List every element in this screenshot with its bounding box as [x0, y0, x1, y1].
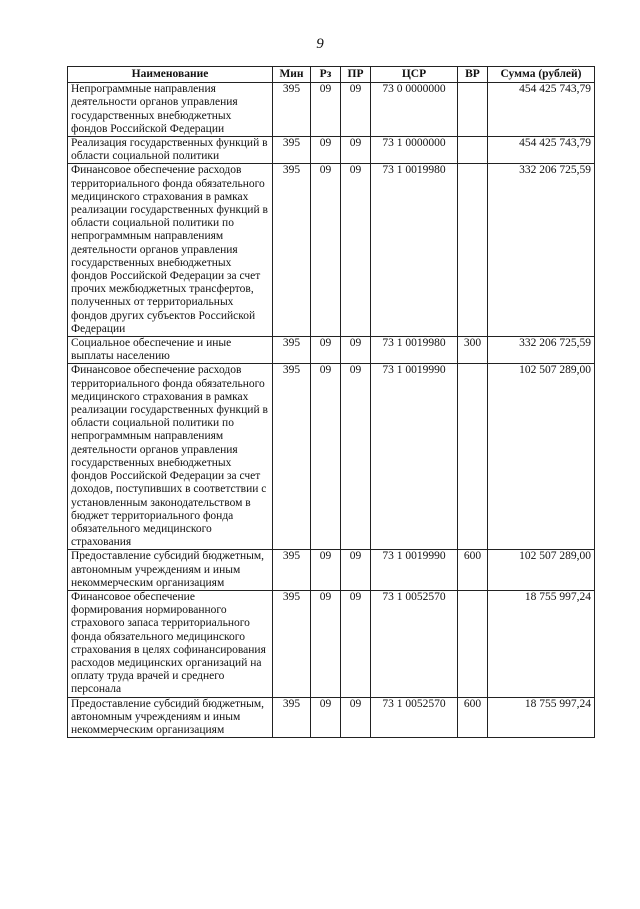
cell-sum: 102 507 289,00	[488, 550, 595, 591]
cell-vr: 600	[458, 697, 488, 738]
cell-rz: 09	[311, 590, 341, 697]
page-number: 9	[316, 36, 324, 52]
cell-min: 395	[273, 590, 311, 697]
cell-vr	[458, 137, 488, 164]
cell-rz: 09	[311, 550, 341, 591]
header-vr: ВР	[458, 67, 488, 83]
cell-csr: 73 1 0000000	[371, 137, 458, 164]
cell-csr: 73 1 0019980	[371, 337, 458, 364]
cell-rz: 09	[311, 164, 341, 337]
cell-name: Финансовое обеспечение расходов территориального фонда обязательного медицинского страхования в рамках реализации государственных функций в области социальной политики по непрограммным направлениям деятельности органов управления государственных внебюджетных фондов Российской Федерации за счет доходов, поступивших в соответствии с установленным законодательством в бюджет территориального фонда обязательного медицинского страхования	[68, 364, 273, 550]
cell-vr	[458, 83, 488, 137]
cell-min: 395	[273, 83, 311, 137]
cell-vr	[458, 590, 488, 697]
table-row	[68, 164, 595, 337]
cell-csr: 73 1 0019980	[371, 164, 458, 337]
table-row	[68, 337, 595, 364]
cell-sum: 332 206 725,59	[488, 164, 595, 337]
cell-vr	[458, 364, 488, 550]
cell-name: Реализация государственных функций в области социальной политики	[68, 137, 273, 164]
cell-rz: 09	[311, 697, 341, 738]
cell-pr: 09	[341, 337, 371, 364]
cell-min: 395	[273, 697, 311, 738]
cell-csr: 73 1 0052570	[371, 590, 458, 697]
cell-sum: 18 755 997,24	[488, 697, 595, 738]
header-sum: Сумма (рублей)	[488, 67, 595, 83]
cell-name: Непрограммные направления деятельности органов управления государственных внебюджетных фондов Российской Федерации	[68, 83, 273, 137]
cell-vr	[458, 164, 488, 337]
cell-csr: 73 1 0019990	[371, 550, 458, 591]
cell-vr: 300	[458, 337, 488, 364]
header-min: Мин	[273, 67, 311, 83]
cell-pr: 09	[341, 697, 371, 738]
cell-rz: 09	[311, 83, 341, 137]
cell-rz: 09	[311, 337, 341, 364]
cell-pr: 09	[341, 550, 371, 591]
cell-sum: 18 755 997,24	[488, 590, 595, 697]
cell-vr: 600	[458, 550, 488, 591]
cell-sum: 102 507 289,00	[488, 364, 595, 550]
cell-rz: 09	[311, 137, 341, 164]
cell-pr: 09	[341, 83, 371, 137]
cell-min: 395	[273, 164, 311, 337]
table-header-row	[68, 67, 595, 83]
header-pr: ПР	[341, 67, 371, 83]
table-row	[68, 590, 595, 697]
cell-min: 395	[273, 137, 311, 164]
table-row	[68, 364, 595, 550]
header-rz: Рз	[311, 67, 341, 83]
cell-pr: 09	[341, 590, 371, 697]
cell-pr: 09	[341, 164, 371, 337]
cell-name: Предоставление субсидий бюджетным, автономным учреждениям и иным некоммерческим организациям	[68, 550, 273, 591]
cell-pr: 09	[341, 364, 371, 550]
cell-min: 395	[273, 550, 311, 591]
cell-csr: 73 1 0052570	[371, 697, 458, 738]
table-row	[68, 83, 595, 137]
cell-csr: 73 1 0019990	[371, 364, 458, 550]
table-row	[68, 550, 595, 591]
cell-min: 395	[273, 364, 311, 550]
cell-sum: 454 425 743,79	[488, 137, 595, 164]
cell-name: Предоставление субсидий бюджетным, автономным учреждениям и иным некоммерческим организациям	[68, 697, 273, 738]
cell-pr: 09	[341, 137, 371, 164]
cell-name: Финансовое обеспечение расходов территориального фонда обязательного медицинского страхования в рамках реализации государственных функций в области социальной политики по непрограммным направлениям деятельности органов управления государственных внебюджетных фондов Российской Федерации за счет прочих межбюджетных трансфертов, полученных от территориальных фондов других субъектов Российской Федерации	[68, 164, 273, 337]
cell-name: Финансовое обеспечение формирования нормированного страхового запаса территориального фонда обязательного медицинского страхования в целях софинансирования расходов медицинских организаций на оплату труда врачей и среднего персонала	[68, 590, 273, 697]
cell-sum: 454 425 743,79	[488, 83, 595, 137]
table-row	[68, 697, 595, 738]
budget-table	[67, 66, 595, 738]
cell-min: 395	[273, 337, 311, 364]
cell-sum: 332 206 725,59	[488, 337, 595, 364]
header-name: Наименование	[68, 67, 273, 83]
table-row	[68, 137, 595, 164]
cell-name: Социальное обеспечение и иные выплаты населению	[68, 337, 273, 364]
cell-rz: 09	[311, 364, 341, 550]
cell-csr: 73 0 0000000	[371, 83, 458, 137]
header-csr: ЦСР	[371, 67, 458, 83]
